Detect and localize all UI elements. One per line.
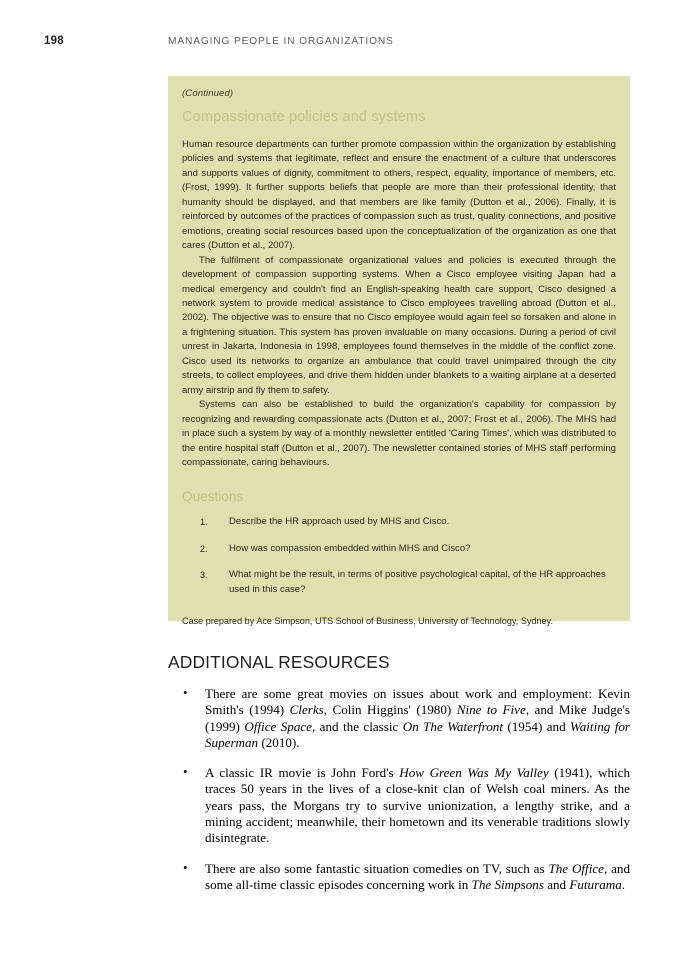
resource-text: There are some great movies on issues about work and employment: Kevin Smith's (1994) Clerks, Colin Higgins' (1980) Nine to Five, and Mike Judge's (1999) Office Space, and the classic On The Waterfront (1954) and Waiting for Superman (2010). — [205, 686, 631, 750]
question-item — [182, 568, 616, 597]
additional-resources-section — [168, 652, 630, 893]
additional-resources-heading: ADDITIONAL RESOURCES — [168, 652, 390, 672]
resource-text: There are also some fantastic situation comedies on TV, such as The Office, and some all-time classic episodes concerning work in The Simpsons and Futurama. — [205, 860, 630, 892]
resource-item — [168, 861, 630, 894]
resources-list — [168, 686, 630, 893]
case-paragraph: The fulfilment of compassionate organizational values and policies is executed through the development of compassion supporting systems. When a Cisco employee visiting Japan had a medical emergency and couldn't find an English-speaking health care support, Cisco designed a network system to provide medical assistance to Cisco employees travelling abroad (Dutton et al., 2002). The objective was to ensure that no Cisco employee would again feel so forsaken and alone in a frightening situation. This system has proven invaluable on many occasions. During a period of civil unrest in Jakarta, Indonesia in 1998, employees found themselves in the middle of the conflict zone. Cisco used its networks to organize an ambulance that could travel unimpaired through the city streets, to collect employees, and drive them hidden under blankets to a waiting airplane at a deserted army airstrip and fly them to safety. — [182, 254, 616, 396]
case-credit: Case prepared by Ace Simpson, UTS School of Business, University of Technology, Sydney. — [182, 616, 554, 627]
question-text: Describe the HR approach used by MHS and Cisco. — [229, 516, 450, 528]
case-heading: Compassionate policies and systems — [182, 109, 426, 125]
case-paragraph: Human resource departments can further promote compassion within the organization by establishing policies and systems that legitimate, reflect and ensure the enactment of a culture that underscores and supports values of dignity, commitment to others, respect, equality, importance of members, etc. (Frost, 1999). It further supports beliefs that people are more than their professional identity, that humanity should be displayed, and that members are like family (Dutton et al., 2006). Finally, it is reinforced by outcomes of the practices of compassion such as trust, quality connections, and positive emotions, creating social resources based upon the conceptualization of the organization as one that cares (Dutton et al., 2007). — [182, 139, 616, 252]
question-item — [182, 542, 616, 556]
continued-label: (Continued) — [182, 88, 234, 99]
question-number: 1. — [200, 517, 208, 528]
bullet-icon: • — [183, 685, 188, 700]
question-number: 2. — [200, 543, 208, 554]
resource-item — [168, 686, 630, 751]
case-study-box — [168, 76, 630, 627]
running-head-title: MANAGING PEOPLE IN ORGANIZATIONS — [168, 36, 394, 47]
question-text: How was compassion embedded within MHS and Cisco? — [229, 542, 471, 554]
bullet-icon: • — [183, 859, 188, 875]
resource-item — [168, 765, 630, 846]
running-head — [0, 35, 700, 51]
question-number: 3. — [200, 570, 208, 581]
questions-heading: Questions — [182, 489, 244, 505]
case-paragraph: Systems can also be established to build the organization's capability for compassion by recognizing and rewarding compassionate acts (Dutton et al., 2007; Frost et al., 2006). The MHS had in place such a system by way of a monthly newsletter entitled 'Caring Times', which was distributed to the entire hospital staff (Dutton et al., 2007). The newsletter contained stories of MHS staff performing compassionate, caring behaviours. — [182, 399, 616, 468]
page-number: 198 — [44, 35, 64, 47]
bullet-icon: • — [183, 764, 188, 780]
resource-text: A classic IR movie is John Ford's How Green Was My Valley (1941), which traces 50 years in the lives of a close-knit clan of Welsh coal miners. As the years pass, the Morgans try to survive unionization, a lengthy strike, and a mining accident; meanwhile, their hometown and its venerable traditions slowly disintegrate. — [205, 765, 631, 846]
question-text: What might be the result, in terms of positive psychological capital, of the HR approaches used in this case? — [229, 569, 606, 595]
questions-list — [182, 515, 616, 597]
question-item — [182, 515, 616, 529]
